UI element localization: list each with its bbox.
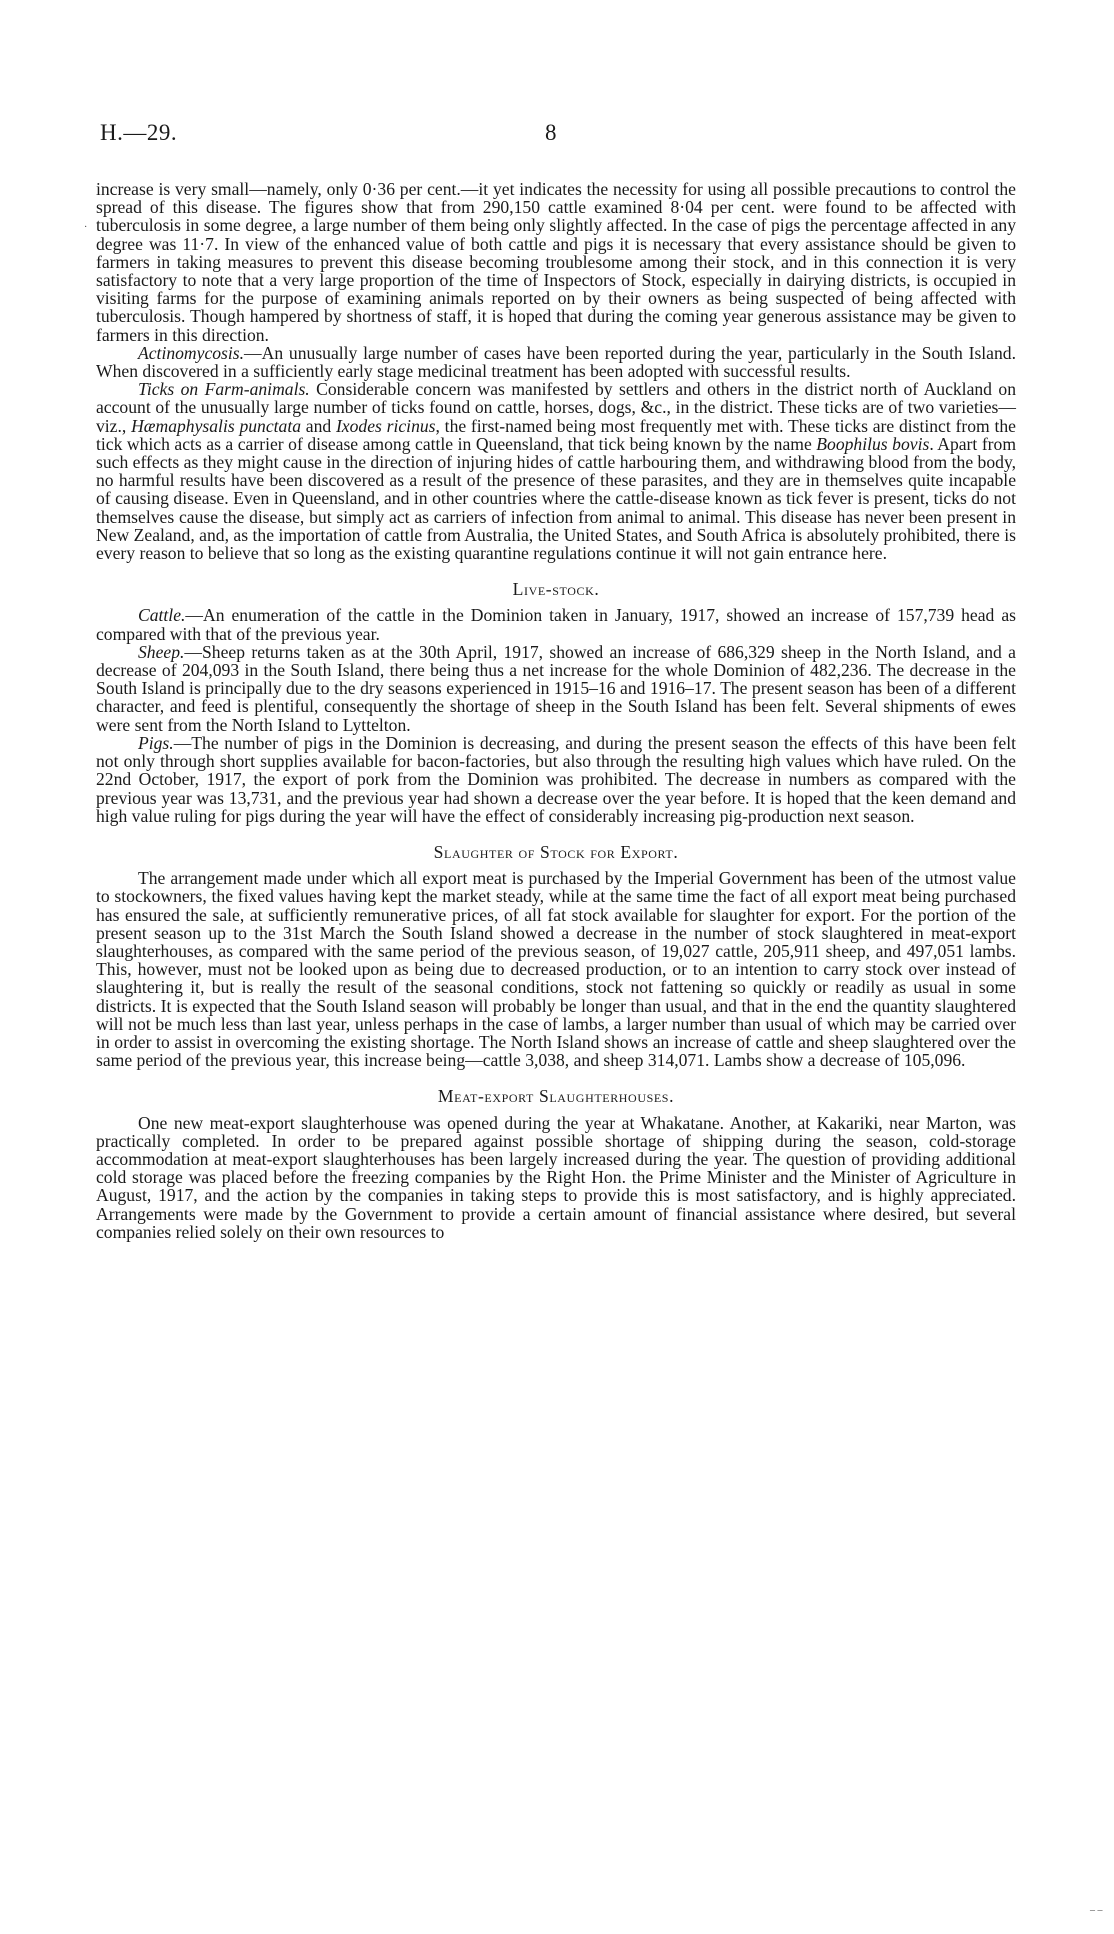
body-text <box>96 180 1016 1241</box>
actinomycosis-text: —An unusually large number of cases have been reported during the year, particularly in the South Island. When discovered in a sufficiently early stage medicinal treatment has been adopted with successful results. <box>96 342 1016 382</box>
ticks-text-1: Considerable concern was manifested by settlers and others in the district north of Auckland on account of the unusually large number of ticks found on cattle, horses, dogs, &c., in the district. These ticks are of two varieties—viz., <box>96 379 1017 436</box>
page-number: 8 <box>545 120 557 145</box>
section-title-livestock: Live-stock. <box>512 579 600 600</box>
paragraph-meat-export: One new meat-export slaughterhouse was opened during the year at Whakatane. Another, at Kakariki, near Marton, was practically completed. In order to be prepared against possible shortage of shipping during the season, cold-storage accommodation at meat-export slaughterhouses has been largely increased during the year. The question of providing additional cold storage was placed before the freezing companies by the Right Hon. the Prime Minister and the Minister of Agriculture in August, 1917, and the action by the companies in taking steps to provide this is most satisfactory, and is highly appreciated. Arrangements were made by the Government to provide a certain amount of financial assistance where desired, but several companies relied solely on their own resources to <box>96 1112 1016 1242</box>
species-boophilus: Boophilus bovis <box>816 433 930 454</box>
species-ixodes: Ixodes ricinus <box>335 415 436 436</box>
ticks-text-4: . Apart from such effects as they might cause in the direction of injuring hides of cattle harbouring them, and withdrawing blood from the body, no harmful results have been discovered as a result of the presence of these parasites, and they are in themselves quite incapable of causing disease. Even in Queensland, and in other countries where the cattle-disease known as tick fever is present, ticks do not themselves cause the disease, but simply act as carriers of infection from animal to animal. This disease has never been present in New Zealand, and, as the importation of cattle from Australia, the United States, and South Africa is absolutely prohibited, there is every reason to believe that so long as the existing quarantine regulations continue it will not gain entrance here. <box>96 433 1017 564</box>
paragraph-slaughter: The arrangement made under which all export meat is purchased by the Imperial Government has been of the utmost value to stockowners, the fixed values having kept the market steady, while at the same time the fact of all export meat being purchased has ensured the sale, at sufficiently remunerative prices, of all fat stock available for slaughter for export. For the portion of the present season up to the 31st March the South Island showed a decrease in the number of stock slaughtered in meat-export slaughterhouses, as compared with the same period of the previous season, of 19,027 cattle, 205,911 sheep, and 497,051 lambs. This, however, must not be looked upon as being due to decreased production, or to an intention to carry stock over instead of slaughtering it, but is really the result of the seasonal conditions, stock not fattening so quickly or readily as usual in some districts. It is expected that the South Island season will probably be longer than usual, and that in the end the quantity slaughtered will not be much less than last year, unless perhaps in the case of lambs, a larger number than usual of which may be carried over in order to assist in overcoming the existing shortage. The North Island shows an increase of cattle and sheep slaughtered over the same period of the previous year, this increase being—cattle 3,038, and sheep 314,071. Lambs show a decrease of 105,096. <box>96 868 1016 1071</box>
paragraph-sheep <box>96 643 1016 734</box>
paragraph-pigs <box>96 734 1016 825</box>
pigs-text: —The number of pigs in the Dominion is decreasing, and during the present season the effects of this have been felt not only through short supplies available for bacon-factories, but also through the resulting high values which have ruled. On the 22nd October, 1917, the export of pork from the Dominion was prohibited. The decrease in numbers as compared with the previous year was 13,731, and the previous year had shown a decrease over the year before. It is hoped that the keen demand and high value ruling for pigs during the year will have the effect of considerably increasing pig-production next season. <box>96 732 1016 826</box>
cattle-text: —An enumeration of the cattle in the Dominion taken in January, 1917, showed an increase of 157,739 head as compared with that of the previous year. <box>96 605 1016 644</box>
sheep-heading: Sheep. <box>138 641 185 662</box>
ticks-text-3: , the first-named being most frequently met with. These ticks are distinct from the tick which acts as a carrier of disease among cattle in Queensland, that tick being known by the name <box>96 415 1016 454</box>
margin-dot: · <box>84 222 88 233</box>
sheep-text: —Sheep returns taken as at the 30th April, 1917, showed an increase of 686,329 sheep in the North Island, and a decrease of 204,093 in the South Island, there being thus a net increase for the whole Dominion of 482,236. The decrease in the South Island is principally due to the dry seasons experienced in 1915–16 and 1916–17. The present season has been of a different character, and feed is plentiful, consequently the shortage of sheep in the South Island has been felt. Several shipments of ewes were sent from the North Island to Lyttelton. <box>96 641 1016 735</box>
report-code: H.—29. <box>100 120 178 145</box>
ticks-text-2: and <box>301 415 336 436</box>
paragraph-ticks <box>96 380 1016 562</box>
paragraph-cattle <box>96 606 1016 642</box>
paragraph-tuberculosis: increase is very small—namely, only 0·36 per cent.—it yet indicates the necessity for using all possible precautions to control the spread of this disease. The figures show that from 290,150 cattle examined 8·04 per cent. were found to be affected with tuberculosis in some degree, a large number of them being only slightly affected. In the case of pigs the percentage affected in any degree was 11·7. In view of the enhanced value of both cattle and pigs it is necessary that every assistance should be given to farmers in taking measures to prevent this disease becoming troublesome among their stock, and in this connection it is very satisfactory to note that a very large proportion of the time of Inspectors of Stock, especially in dairying districts, is occupied in visiting farms for the purpose of examining animals reported on by their owners as being suspected of being affected with tuberculosis. Though hampered by shortness of staff, it is hoped that during the coming year generous assistance may be given to farmers in this direction. <box>96 179 1016 345</box>
pigs-heading: Pigs. <box>138 732 174 753</box>
margin-dash: – – <box>1090 1905 1103 1916</box>
section-title-slaughter: Slaughter of Stock for Export. <box>433 841 679 862</box>
paragraph-actinomycosis <box>96 344 1016 380</box>
actinomycosis-heading: Actinomycosis. <box>138 342 245 363</box>
section-title-meat-export: Meat-export Slaughterhouses. <box>437 1086 675 1107</box>
cattle-heading: Cattle. <box>138 605 186 626</box>
ticks-heading: Ticks on Farm-animals. <box>138 379 310 400</box>
species-haemaphysalis: Hæmaphysalis punctata <box>131 415 302 436</box>
